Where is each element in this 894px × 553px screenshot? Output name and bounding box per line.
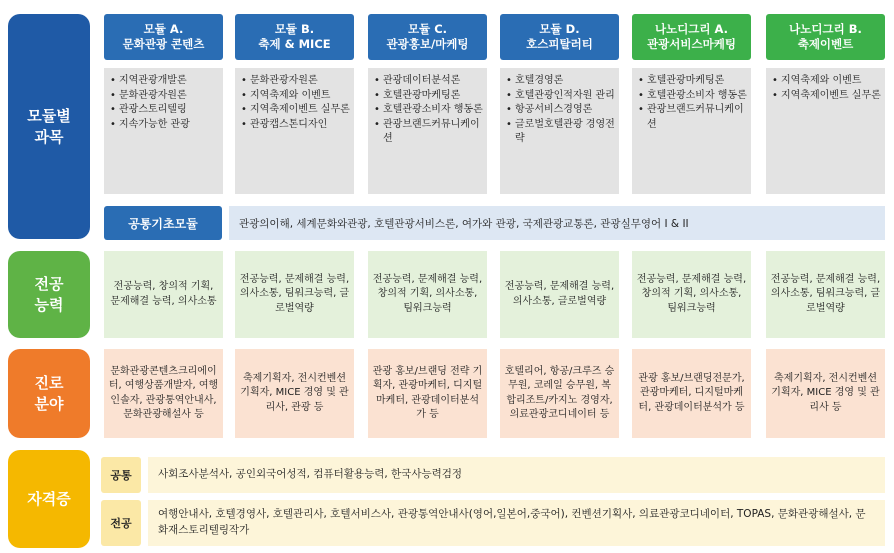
module-c-code: 모듈 C.: [407, 22, 448, 37]
row-label-major-competency: 전공 능력: [8, 251, 90, 338]
nano-a-code: 나노디그리 A.: [654, 22, 729, 37]
common-module-label: 공통기초모듈: [104, 206, 222, 240]
cert-common-list: 사회조사분석사, 공인외국어성적, 컴퓨터활용능력, 한국사능력검정: [148, 457, 885, 493]
list-item: • 지역축제와 이벤트: [772, 74, 881, 89]
module-c-header: [368, 14, 487, 60]
list-item: • 관광스토리텔링: [110, 103, 219, 118]
module-c-competency: 전공능력, 문제해결 능력, 창의적 기획, 의사소통, 팀워크능력: [368, 251, 487, 338]
row-label-module-subjects: 모듈별 과목: [8, 14, 90, 239]
module-a-header: [104, 14, 223, 60]
module-b-code: 모듈 B.: [274, 22, 315, 37]
list-item: • 지역축제이벤트 실무론: [772, 89, 881, 104]
module-a-career: 문화관광콘텐츠크리에이터, 여행상품개발자, 여행인솔자, 관광통역안내사, 문화관광해설사 등: [104, 349, 223, 438]
module-a-title: 문화관광 콘텐츠: [122, 37, 205, 51]
list-item: • 호텔관광인적자원 관리: [506, 89, 615, 104]
row-label-certificates: 자격증: [8, 450, 90, 548]
module-b-career: 축제기획자, 전시컨벤션기획자, MICE 경영 및 관리사, 관광 등: [235, 349, 354, 438]
list-item: • 지역축제와 이벤트: [241, 89, 350, 104]
module-c-career: 관광 홍보/브랜딩 전략 기획자, 관광마케터, 디지털마케터, 관광데이터분석가 등: [368, 349, 487, 438]
module-c-title: 관광홍보/마케팅: [386, 37, 469, 51]
module-d-code: 모듈 D.: [539, 22, 580, 37]
module-a-code: 모듈 A.: [143, 22, 184, 37]
list-item: • 호텔관광마케팅론: [638, 74, 747, 89]
cert-major-list: 여행안내사, 호텔경영사, 호텔관리사, 호텔서비스사, 관광통역안내사(영어,일본어,중국어), 컨벤션기획사, 의료관광코디네이터, TOPAS, 문화관광해설사, 문화재스토리텔링작가: [148, 500, 885, 546]
list-item: • 글로벌호텔관광 경영전략: [506, 118, 615, 147]
list-item: • 문화관광자원론: [241, 74, 350, 89]
module-d-career: 호텔리어, 항공/크루즈 승무원, 코레일 승무원, 복합리조트/카지노 경영자, 의료관광코디네이터 등: [500, 349, 619, 438]
nano-a-header: [632, 14, 751, 60]
list-item: • 지역축제이벤트 실무론: [241, 103, 350, 118]
list-item: • 지역관광개발론: [110, 74, 219, 89]
list-item: • 호텔관광소비자 행동론: [374, 103, 483, 118]
nano-b-header: [766, 14, 885, 60]
common-module-subjects: 관광의이해, 세계문화와관광, 호텔관광서비스론, 여가와 관광, 국제관광교통론, 관광실무영어 I & II: [229, 206, 885, 240]
module-b-title: 축제 & MICE: [258, 37, 331, 51]
module-c-subjects: [368, 68, 487, 194]
cert-major-label: 전공: [101, 500, 141, 546]
list-item: • 지속가능한 관광: [110, 118, 219, 133]
list-item: • 관광데이터분석론: [374, 74, 483, 89]
list-item: • 호텔경영론: [506, 74, 615, 89]
list-item: • 항공서비스경영론: [506, 103, 615, 118]
nano-b-subjects: [766, 68, 885, 194]
nano-b-code: 나노디그리 B.: [789, 22, 862, 37]
module-d-header: [500, 14, 619, 60]
list-item: • 관광브랜드커뮤니케이션: [374, 118, 483, 147]
nano-a-career: 관광 홍보/브랜딩전문가, 관광마케터, 디지털마케터, 관광데이터분석가 등: [632, 349, 751, 438]
module-a-competency: 전공능력, 창의적 기획, 문제해결 능력, 의사소통: [104, 251, 223, 338]
list-item: • 호텔관광소비자 행동론: [638, 89, 747, 104]
nano-b-title: 축제이벤트: [797, 37, 854, 51]
cert-common-label: 공통: [101, 457, 141, 493]
list-item: • 관광캡스톤디자인: [241, 118, 350, 133]
list-item: • 문화관광자원론: [110, 89, 219, 104]
module-b-competency: 전공능력, 문제해결 능력, 의사소통, 팀워크능력, 글로벌역량: [235, 251, 354, 338]
module-a-subjects: [104, 68, 223, 194]
nano-a-competency: 전공능력, 문제해결 능력, 창의적 기획, 의사소통, 팀워크능력: [632, 251, 751, 338]
nano-b-competency: 전공능력, 문제해결 능력, 의사소통, 팀워크능력, 글로벌역량: [766, 251, 885, 338]
nano-b-career: 축제기획자, 전시컨벤션 기획자, MICE 경영 및 관리사 등: [766, 349, 885, 438]
list-item: • 호텔관광마케팅론: [374, 89, 483, 104]
nano-a-subjects: [632, 68, 751, 194]
module-b-header: [235, 14, 354, 60]
nano-a-title: 관광서비스마케팅: [647, 37, 736, 51]
list-item: • 관광브랜드커뮤니케이션: [638, 103, 747, 132]
module-b-subjects: [235, 68, 354, 194]
row-label-career-field: 진로 분야: [8, 349, 90, 438]
module-d-subjects: [500, 68, 619, 194]
module-d-competency: 전공능력, 문제해결 능력, 의사소통, 글로벌역량: [500, 251, 619, 338]
module-d-title: 호스피탈러티: [526, 37, 593, 51]
